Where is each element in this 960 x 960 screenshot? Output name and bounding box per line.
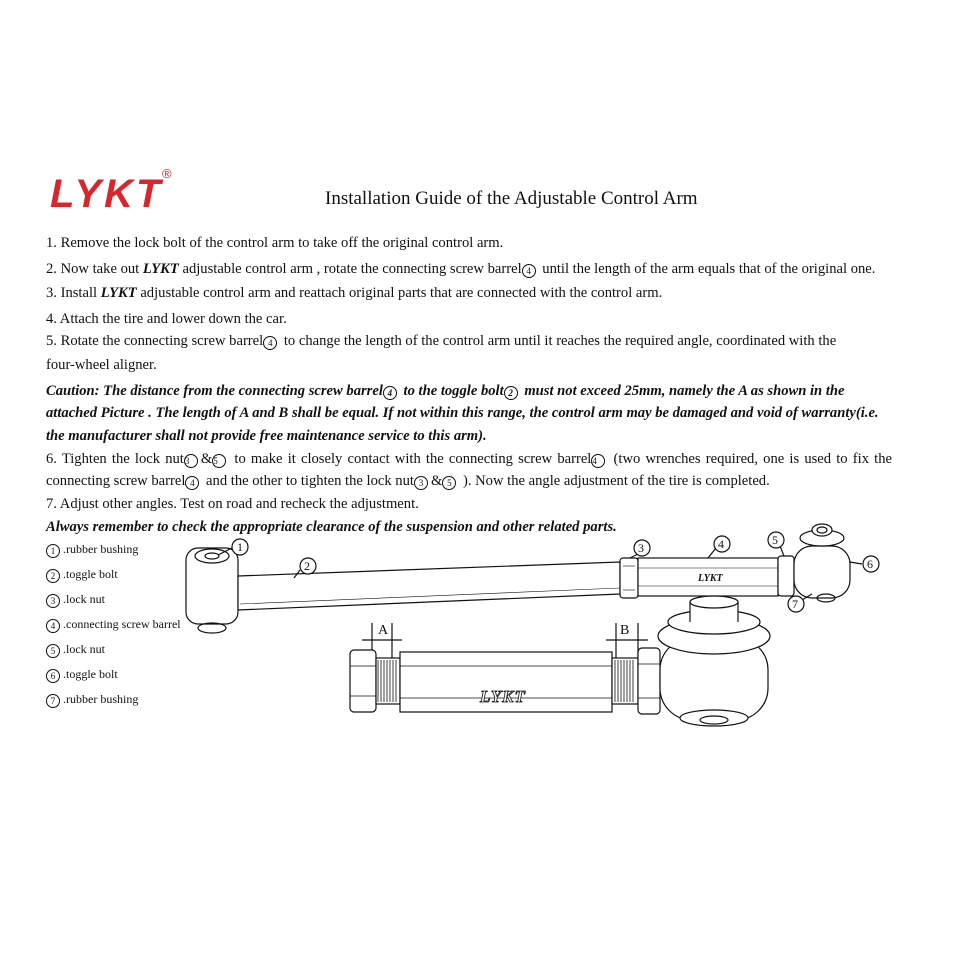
brand-logo — [50, 166, 172, 217]
part-number-badge: 4 — [383, 386, 397, 400]
brand-name: LYKT — [142, 261, 179, 277]
callout-5-label: 5 — [772, 533, 778, 547]
page-title: Installation Guide of the Adjustable Control Arm — [325, 188, 698, 209]
callout-4-label: 4 — [718, 537, 724, 551]
step-6-cont: connecting screw barrel 4 and the other to tighten the lock nut 3 & 5 ). Now the angle adjustment of the tire is completed. — [46, 473, 770, 489]
part-number-badge: 5 — [212, 454, 226, 468]
step-2: 2. Now take out LYKT adjustable control arm , rotate the connecting screw barrel 4 until the length of the arm equals that of the original one. — [46, 261, 876, 277]
step-3: 3. Install LYKT adjustable control arm and reattach original parts that are connected with the control arm. — [46, 285, 663, 301]
control-arm-diagram — [180, 518, 900, 738]
barrel-brand-large: LYKT — [480, 687, 526, 706]
reminder: Always remember to check the appropriate clearance of the suspension and other related parts. — [46, 519, 617, 535]
step-5-cont: four-wheel aligner. — [46, 357, 157, 373]
legend-item: 5 .lock nut — [46, 642, 105, 658]
legend-item: 6 .toggle bolt — [46, 667, 118, 683]
main-rod — [238, 562, 620, 610]
caution-line-2: attached Picture . The length of A and B shall be equal. If not within this range, the control arm may be damaged and void of warranty(i.e. — [46, 405, 879, 421]
step-5: 5. Rotate the connecting screw barrel 4 to change the length of the control arm until it reaches the required angle, coordinated with the — [46, 333, 837, 349]
legend-item: 1 .rubber bushing — [46, 542, 138, 558]
left-bushing-top — [195, 549, 229, 563]
legend-item: 2 .toggle bolt — [46, 567, 118, 583]
lock-nut-3 — [620, 558, 638, 598]
legend-item: 4 .connecting screw barrel — [46, 617, 181, 633]
caution-line-3: the manufacturer shall not provide free maintenance service to this arm). — [46, 428, 487, 444]
legend-number: 3 — [46, 594, 60, 608]
barrel-brand-small: LYKT — [698, 573, 723, 584]
callout-1-label: 1 — [237, 540, 243, 554]
part-number-badge: 3 — [414, 476, 428, 490]
part-number-badge: 4 — [522, 264, 536, 278]
caution-line-1: Caution: The distance from the connecting screw barrel 4 to the toggle bolt 2 must not exceed 25mm, namely the A as shown in the — [46, 383, 845, 399]
legend-number: 1 — [46, 544, 60, 558]
callout-2-label: 2 — [304, 559, 310, 573]
legend-number: 5 — [46, 644, 60, 658]
part-number-badge: 4 — [591, 454, 605, 468]
callout-3-label: 3 — [638, 541, 644, 555]
part-number-badge: 2 — [504, 386, 518, 400]
right-bushing-housing — [794, 546, 850, 598]
legend-item: 3 .lock nut — [46, 592, 105, 608]
detail-lock-nut-right — [638, 648, 660, 714]
part-number-badge: 4 — [263, 336, 277, 350]
dimension-a: A — [378, 623, 389, 638]
part-number-badge: 3 — [184, 454, 198, 468]
callout-6-label: 6 — [867, 557, 873, 571]
detail-thread-right — [612, 658, 638, 704]
registered-mark: ® — [162, 166, 172, 181]
detail-lock-nut-left — [350, 650, 376, 712]
dimension-b: B — [620, 623, 630, 638]
logo-text: LYKT — [50, 172, 164, 216]
step-7: 7. Adjust other angles. Test on road and recheck the adjustment. — [46, 496, 419, 512]
legend-number: 7 — [46, 694, 60, 708]
right-bushing-sleeve — [812, 524, 832, 536]
legend-number: 2 — [46, 569, 60, 583]
legend-item: 7 .rubber bushing — [46, 692, 138, 708]
step-1: 1. Remove the lock bolt of the control arm to take off the original control arm. — [46, 235, 504, 251]
part-number-badge: 4 — [185, 476, 199, 490]
detail-bushing-sleeve — [690, 596, 738, 608]
brand-name: LYKT — [100, 285, 137, 301]
callout-7-label: 7 — [792, 597, 798, 611]
part-number-badge: 5 — [442, 476, 456, 490]
detail-drawing — [350, 596, 770, 726]
legend-number: 4 — [46, 619, 60, 633]
step-4: 4. Attach the tire and lower down the car. — [46, 311, 287, 327]
legend-number: 6 — [46, 669, 60, 683]
step-6: 6. Tighten the lock nut3 &5 to make it closely contact with the connecting screw barrel4 (two wrenches required, one is used to fix the — [46, 451, 892, 467]
lock-nut-5 — [778, 556, 794, 596]
